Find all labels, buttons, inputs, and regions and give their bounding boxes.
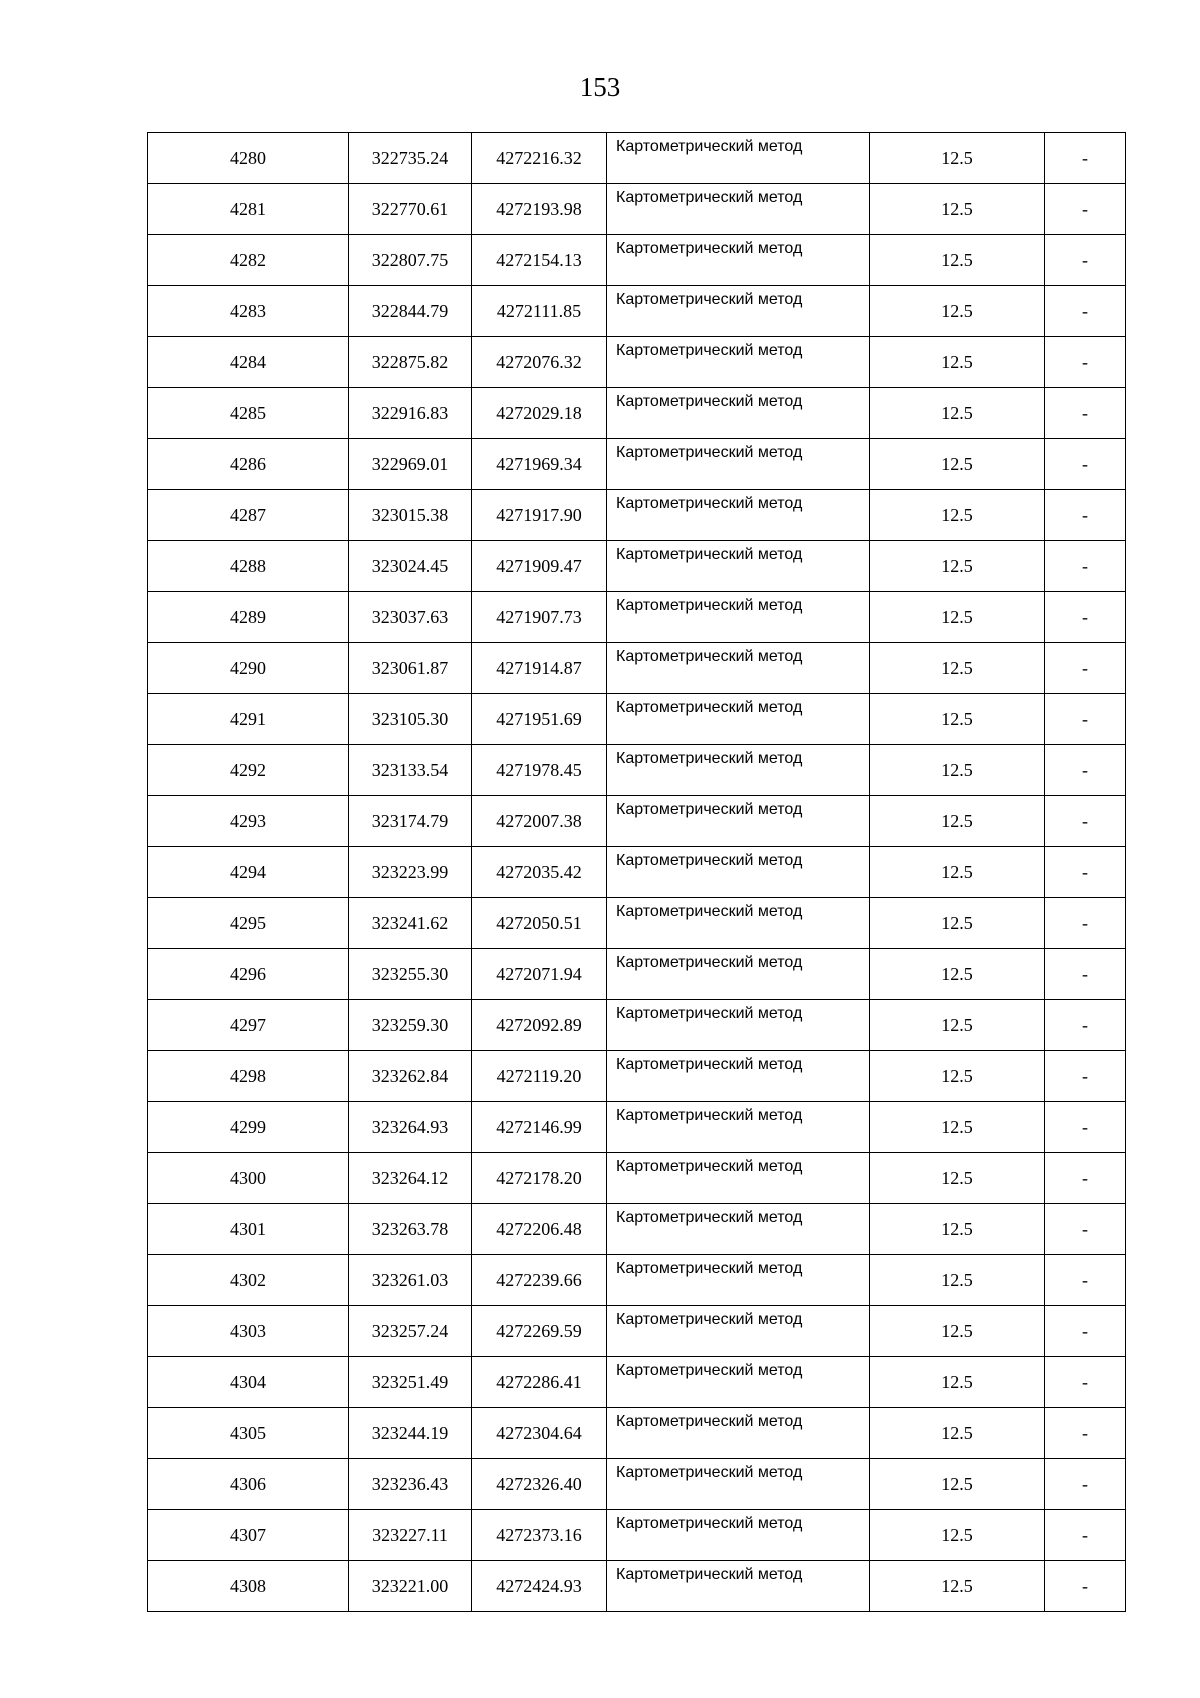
method-cell: Картометрический метод: [607, 592, 870, 643]
x-coordinate-cell: 322735.24: [349, 133, 472, 184]
y-coordinate-cell: 4271914.87: [472, 643, 607, 694]
table-row: [148, 490, 1126, 541]
point-number-cell: 4281: [148, 184, 349, 235]
x-coordinate-cell: 323236.43: [349, 1459, 472, 1510]
x-coordinate-cell: 322770.61: [349, 184, 472, 235]
x-coordinate-cell: 322844.79: [349, 286, 472, 337]
method-cell: Картометрический метод: [607, 796, 870, 847]
point-number-cell: 4295: [148, 898, 349, 949]
point-number-cell: 4301: [148, 1204, 349, 1255]
accuracy-cell: 12.5: [870, 1255, 1045, 1306]
method-cell: Картометрический метод: [607, 1000, 870, 1051]
note-cell: -: [1045, 643, 1126, 694]
note-cell: -: [1045, 1000, 1126, 1051]
note-cell: -: [1045, 796, 1126, 847]
y-coordinate-cell: 4272076.32: [472, 337, 607, 388]
table-row: [148, 1153, 1126, 1204]
note-cell: -: [1045, 1204, 1126, 1255]
method-cell: Картометрический метод: [607, 1561, 870, 1612]
note-cell: -: [1045, 1102, 1126, 1153]
table-row: [148, 694, 1126, 745]
accuracy-cell: 12.5: [870, 337, 1045, 388]
y-coordinate-cell: 4272326.40: [472, 1459, 607, 1510]
note-cell: -: [1045, 949, 1126, 1000]
x-coordinate-cell: 322875.82: [349, 337, 472, 388]
point-number-cell: 4297: [148, 1000, 349, 1051]
point-number-cell: 4280: [148, 133, 349, 184]
method-cell: Картометрический метод: [607, 337, 870, 388]
x-coordinate-cell: 323024.45: [349, 541, 472, 592]
point-number-cell: 4289: [148, 592, 349, 643]
accuracy-cell: 12.5: [870, 541, 1045, 592]
y-coordinate-cell: 4272269.59: [472, 1306, 607, 1357]
method-cell: Картометрический метод: [607, 1357, 870, 1408]
table-row: [148, 1408, 1126, 1459]
table-row: [148, 1459, 1126, 1510]
table-row: [148, 286, 1126, 337]
x-coordinate-cell: 323037.63: [349, 592, 472, 643]
x-coordinate-cell: 323255.30: [349, 949, 472, 1000]
note-cell: -: [1045, 1255, 1126, 1306]
point-number-cell: 4290: [148, 643, 349, 694]
y-coordinate-cell: 4272071.94: [472, 949, 607, 1000]
point-number-cell: 4288: [148, 541, 349, 592]
table-row: [148, 643, 1126, 694]
method-cell: Картометрический метод: [607, 133, 870, 184]
y-coordinate-cell: 4272092.89: [472, 1000, 607, 1051]
point-number-cell: 4284: [148, 337, 349, 388]
table-row: [148, 1357, 1126, 1408]
accuracy-cell: 12.5: [870, 1459, 1045, 1510]
accuracy-cell: 12.5: [870, 1051, 1045, 1102]
accuracy-cell: 12.5: [870, 847, 1045, 898]
accuracy-cell: 12.5: [870, 490, 1045, 541]
accuracy-cell: 12.5: [870, 1357, 1045, 1408]
x-coordinate-cell: 323223.99: [349, 847, 472, 898]
method-cell: Картометрический метод: [607, 1051, 870, 1102]
method-cell: Картометрический метод: [607, 898, 870, 949]
x-coordinate-cell: 323227.11: [349, 1510, 472, 1561]
table-row: [148, 592, 1126, 643]
point-number-cell: 4287: [148, 490, 349, 541]
method-cell: Картометрический метод: [607, 949, 870, 1000]
note-cell: -: [1045, 541, 1126, 592]
x-coordinate-cell: 323259.30: [349, 1000, 472, 1051]
note-cell: -: [1045, 592, 1126, 643]
accuracy-cell: 12.5: [870, 286, 1045, 337]
accuracy-cell: 12.5: [870, 1204, 1045, 1255]
table-row: [148, 898, 1126, 949]
point-number-cell: 4306: [148, 1459, 349, 1510]
accuracy-cell: 12.5: [870, 745, 1045, 796]
y-coordinate-cell: 4271909.47: [472, 541, 607, 592]
method-cell: Картометрический метод: [607, 1255, 870, 1306]
accuracy-cell: 12.5: [870, 592, 1045, 643]
x-coordinate-cell: 323061.87: [349, 643, 472, 694]
note-cell: -: [1045, 1357, 1126, 1408]
x-coordinate-cell: 323257.24: [349, 1306, 472, 1357]
point-number-cell: 4303: [148, 1306, 349, 1357]
point-number-cell: 4292: [148, 745, 349, 796]
method-cell: Картометрический метод: [607, 1459, 870, 1510]
note-cell: -: [1045, 745, 1126, 796]
table-row: [148, 439, 1126, 490]
accuracy-cell: 12.5: [870, 184, 1045, 235]
note-cell: -: [1045, 1459, 1126, 1510]
table-row: [148, 1000, 1126, 1051]
accuracy-cell: 12.5: [870, 1000, 1045, 1051]
accuracy-cell: 12.5: [870, 898, 1045, 949]
table-row: [148, 1561, 1126, 1612]
table-row: [148, 337, 1126, 388]
note-cell: -: [1045, 847, 1126, 898]
method-cell: Картометрический метод: [607, 439, 870, 490]
method-cell: Картометрический метод: [607, 1306, 870, 1357]
accuracy-cell: 12.5: [870, 1306, 1045, 1357]
method-cell: Картометрический метод: [607, 388, 870, 439]
point-number-cell: 4304: [148, 1357, 349, 1408]
method-cell: Картометрический метод: [607, 1102, 870, 1153]
accuracy-cell: 12.5: [870, 1102, 1045, 1153]
table-row: [148, 1510, 1126, 1561]
table-row: [148, 949, 1126, 1000]
point-number-cell: 4294: [148, 847, 349, 898]
method-cell: Картометрический метод: [607, 1153, 870, 1204]
note-cell: -: [1045, 388, 1126, 439]
method-cell: Картометрический метод: [607, 235, 870, 286]
y-coordinate-cell: 4271951.69: [472, 694, 607, 745]
note-cell: -: [1045, 490, 1126, 541]
y-coordinate-cell: 4272119.20: [472, 1051, 607, 1102]
method-cell: Картометрический метод: [607, 1204, 870, 1255]
y-coordinate-cell: 4272239.66: [472, 1255, 607, 1306]
y-coordinate-cell: 4272286.41: [472, 1357, 607, 1408]
note-cell: -: [1045, 235, 1126, 286]
y-coordinate-cell: 4272029.18: [472, 388, 607, 439]
x-coordinate-cell: 323264.93: [349, 1102, 472, 1153]
x-coordinate-cell: 323133.54: [349, 745, 472, 796]
table-row: [148, 1051, 1126, 1102]
accuracy-cell: 12.5: [870, 643, 1045, 694]
point-number-cell: 4308: [148, 1561, 349, 1612]
y-coordinate-cell: 4272146.99: [472, 1102, 607, 1153]
note-cell: -: [1045, 1510, 1126, 1561]
x-coordinate-cell: 322969.01: [349, 439, 472, 490]
note-cell: -: [1045, 337, 1126, 388]
x-coordinate-cell: 323221.00: [349, 1561, 472, 1612]
note-cell: -: [1045, 1051, 1126, 1102]
method-cell: Картометрический метод: [607, 1408, 870, 1459]
note-cell: -: [1045, 1153, 1126, 1204]
point-number-cell: 4307: [148, 1510, 349, 1561]
point-number-cell: 4283: [148, 286, 349, 337]
x-coordinate-cell: 323244.19: [349, 1408, 472, 1459]
x-coordinate-cell: 322916.83: [349, 388, 472, 439]
y-coordinate-cell: 4272178.20: [472, 1153, 607, 1204]
y-coordinate-cell: 4272154.13: [472, 235, 607, 286]
table-row: [148, 184, 1126, 235]
point-number-cell: 4298: [148, 1051, 349, 1102]
method-cell: Картометрический метод: [607, 643, 870, 694]
x-coordinate-cell: 323264.12: [349, 1153, 472, 1204]
note-cell: -: [1045, 184, 1126, 235]
method-cell: Картометрический метод: [607, 847, 870, 898]
coordinates-table: [147, 132, 1126, 1612]
method-cell: Картометрический метод: [607, 694, 870, 745]
y-coordinate-cell: 4271917.90: [472, 490, 607, 541]
y-coordinate-cell: 4272193.98: [472, 184, 607, 235]
accuracy-cell: 12.5: [870, 439, 1045, 490]
accuracy-cell: 12.5: [870, 1561, 1045, 1612]
point-number-cell: 4302: [148, 1255, 349, 1306]
y-coordinate-cell: 4271978.45: [472, 745, 607, 796]
note-cell: -: [1045, 133, 1126, 184]
x-coordinate-cell: 323015.38: [349, 490, 472, 541]
accuracy-cell: 12.5: [870, 949, 1045, 1000]
coordinates-table-body: [148, 133, 1126, 1612]
point-number-cell: 4299: [148, 1102, 349, 1153]
y-coordinate-cell: 4272206.48: [472, 1204, 607, 1255]
table-row: [148, 1102, 1126, 1153]
accuracy-cell: 12.5: [870, 1408, 1045, 1459]
point-number-cell: 4300: [148, 1153, 349, 1204]
note-cell: -: [1045, 694, 1126, 745]
method-cell: Картометрический метод: [607, 286, 870, 337]
x-coordinate-cell: 323251.49: [349, 1357, 472, 1408]
y-coordinate-cell: 4272373.16: [472, 1510, 607, 1561]
table-row: [148, 133, 1126, 184]
table-row: [148, 235, 1126, 286]
point-number-cell: 4291: [148, 694, 349, 745]
accuracy-cell: 12.5: [870, 133, 1045, 184]
x-coordinate-cell: 322807.75: [349, 235, 472, 286]
note-cell: -: [1045, 1306, 1126, 1357]
table-row: [148, 1255, 1126, 1306]
table-row: [148, 388, 1126, 439]
y-coordinate-cell: 4272111.85: [472, 286, 607, 337]
method-cell: Картометрический метод: [607, 745, 870, 796]
note-cell: -: [1045, 439, 1126, 490]
y-coordinate-cell: 4271907.73: [472, 592, 607, 643]
accuracy-cell: 12.5: [870, 1153, 1045, 1204]
note-cell: -: [1045, 1408, 1126, 1459]
y-coordinate-cell: 4272424.93: [472, 1561, 607, 1612]
method-cell: Картометрический метод: [607, 541, 870, 592]
x-coordinate-cell: 323174.79: [349, 796, 472, 847]
point-number-cell: 4293: [148, 796, 349, 847]
x-coordinate-cell: 323262.84: [349, 1051, 472, 1102]
point-number-cell: 4305: [148, 1408, 349, 1459]
accuracy-cell: 12.5: [870, 694, 1045, 745]
point-number-cell: 4285: [148, 388, 349, 439]
y-coordinate-cell: 4272304.64: [472, 1408, 607, 1459]
table-row: [148, 847, 1126, 898]
method-cell: Картометрический метод: [607, 184, 870, 235]
y-coordinate-cell: 4272216.32: [472, 133, 607, 184]
point-number-cell: 4296: [148, 949, 349, 1000]
page-number: 153: [579, 72, 621, 102]
table-row: [148, 541, 1126, 592]
x-coordinate-cell: 323241.62: [349, 898, 472, 949]
y-coordinate-cell: 4272035.42: [472, 847, 607, 898]
table-row: [148, 796, 1126, 847]
note-cell: -: [1045, 286, 1126, 337]
x-coordinate-cell: 323105.30: [349, 694, 472, 745]
y-coordinate-cell: 4272050.51: [472, 898, 607, 949]
accuracy-cell: 12.5: [870, 1510, 1045, 1561]
accuracy-cell: 12.5: [870, 388, 1045, 439]
method-cell: Картометрический метод: [607, 1510, 870, 1561]
table-row: [148, 745, 1126, 796]
accuracy-cell: 12.5: [870, 235, 1045, 286]
point-number-cell: 4286: [148, 439, 349, 490]
x-coordinate-cell: 323261.03: [349, 1255, 472, 1306]
note-cell: -: [1045, 898, 1126, 949]
accuracy-cell: 12.5: [870, 796, 1045, 847]
method-cell: Картометрический метод: [607, 490, 870, 541]
point-number-cell: 4282: [148, 235, 349, 286]
y-coordinate-cell: 4272007.38: [472, 796, 607, 847]
table-row: [148, 1204, 1126, 1255]
x-coordinate-cell: 323263.78: [349, 1204, 472, 1255]
table-row: [148, 1306, 1126, 1357]
note-cell: -: [1045, 1561, 1126, 1612]
y-coordinate-cell: 4271969.34: [472, 439, 607, 490]
